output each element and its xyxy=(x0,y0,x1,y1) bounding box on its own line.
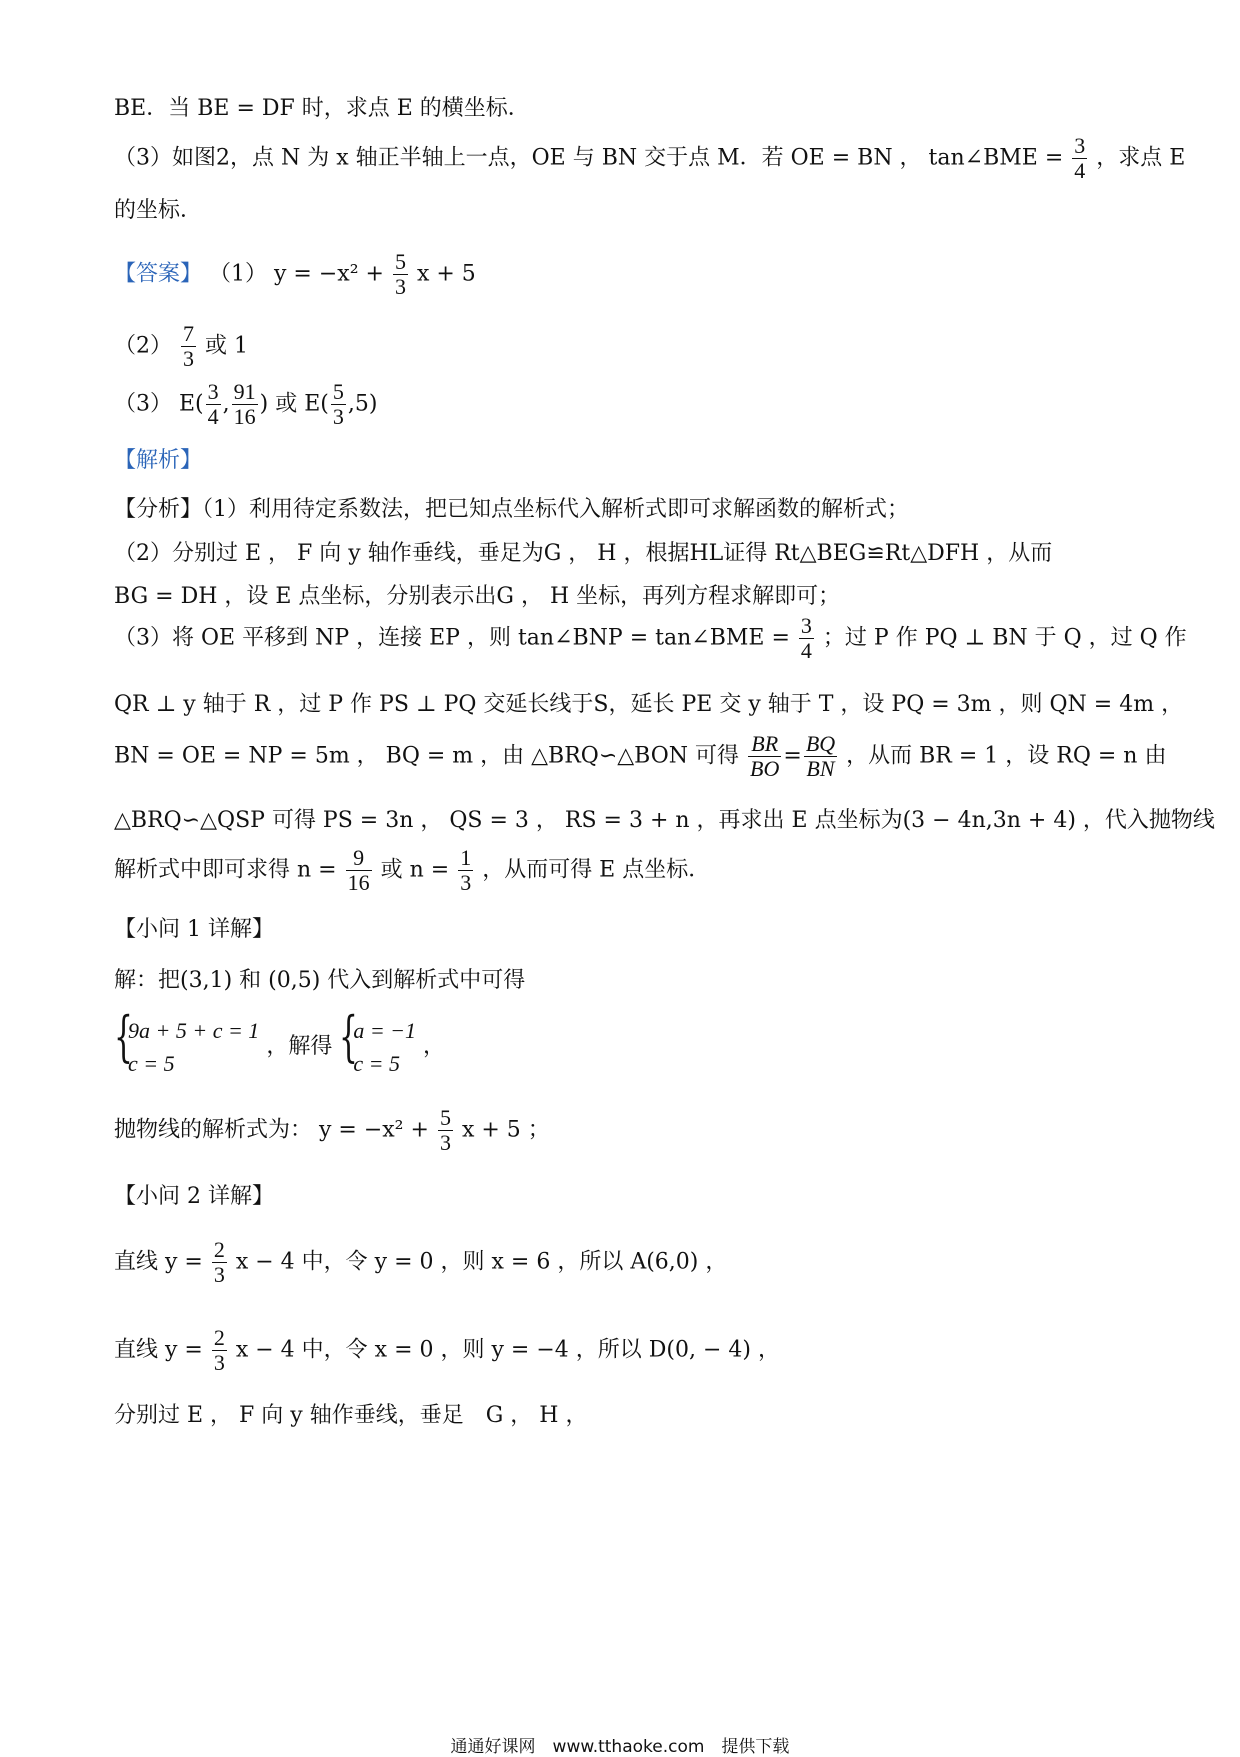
analysis-line-6 xyxy=(114,732,1166,781)
analysis-line-7: △BRQ∽△QSP 可得 PS = 3n ， QS = 3 ， RS = 3 + n ，再求出 E 点坐标为(3 − 4n,3n + 4) ，代入抛物线 xyxy=(114,808,1215,833)
subquestion-2-line-2 xyxy=(114,1326,780,1375)
fraction-9-16: $\frac{9}{16}$ xyxy=(347,845,370,896)
line-1-post: x − 4 中，令 y = 0 ，则 x = 6 ，所以 A(6,0) ， xyxy=(235,1249,728,1275)
analysis-line-5: QR ⊥ y 轴于 R ，过 P 作 PS ⊥ PQ 交延长线于S，延长 PE 交 y 轴于 T ，设 PQ = 3m ，则 QN = 4m ， xyxy=(114,692,1184,717)
equals-sign: = xyxy=(783,743,802,769)
fraction-5-3: $\frac{5}{3}$ xyxy=(394,249,406,300)
equation-system-2 xyxy=(339,1005,417,1080)
answer-3-pre: （3） E( xyxy=(114,391,204,417)
answer-1-post: x + 5 xyxy=(416,261,476,287)
equation-row: a = −1 xyxy=(353,1018,417,1043)
answer-1-line xyxy=(114,250,476,299)
analysis-line-4 xyxy=(114,614,1187,663)
left-brace-icon: { xyxy=(114,1005,133,1068)
fraction-7-3: $\frac{7}{3}$ xyxy=(183,321,194,372)
page-footer: 通通好课网 www.tthaoke.com 提供下载 xyxy=(450,1737,790,1757)
analysis-8-post: ，从而可得 E 点坐标． xyxy=(482,857,711,883)
subquestion-2-heading: 【小问 2 详解】 xyxy=(114,1184,274,1209)
answer-3-mid: ) 或 E( xyxy=(259,391,329,417)
result-post: x + 5 ； xyxy=(461,1117,550,1143)
fraction-br-bo: $\frac{BR}{BO}$ xyxy=(750,731,780,782)
fraction-3-4: $\frac{3}{4}$ xyxy=(1074,133,1086,184)
left-brace-icon: { xyxy=(339,1005,359,1068)
subquestion-1-line-1: 解：把(3,1) 和 (0,5) 代入到解析式中可得 xyxy=(114,968,526,993)
answer-2-pre: （2） xyxy=(114,333,172,359)
fraction-2-3: $\frac{2}{3}$ xyxy=(213,1237,225,1288)
line-2-pre: 直线 y = xyxy=(114,1337,203,1363)
question-3-text: （3）如图2，点 N 为 x 轴正半轴上一点，OE 与 BN 交于点 M．若 OE = BN ， tan∠BME = xyxy=(114,145,1064,171)
answer-2-line xyxy=(114,322,248,371)
fraction-bq-bn: $\frac{BQ}{BN}$ xyxy=(805,731,836,782)
subquestion-2-line-1 xyxy=(114,1238,727,1287)
analysis-4-pre: （3）将 OE 平移到 NP ，连接 EP ，则 tan∠BNP = tan∠BME = xyxy=(114,625,790,651)
equation-row: c = 5 xyxy=(128,1051,175,1076)
analysis-8-mid: 或 n = xyxy=(380,857,450,883)
subquestion-1-result xyxy=(114,1106,550,1155)
answer-1-pre: （1） y = −x² + xyxy=(209,261,384,287)
analysis-line-8 xyxy=(114,846,710,895)
answer-2-post: 或 1 xyxy=(205,333,248,359)
line-1-pre: 直线 y = xyxy=(114,1249,203,1275)
fraction-5-3: $\frac{5}{3}$ xyxy=(332,379,344,430)
question-3-line xyxy=(114,134,1185,183)
answer-3-comma: , xyxy=(222,391,230,417)
fraction-3-4: $\frac{3}{4}$ xyxy=(800,613,812,664)
line-2-post: x − 4 中，令 x = 0 ，则 y = −4 ，所以 D(0, − 4) ， xyxy=(235,1337,780,1363)
result-pre: 抛物线的解析式为： y = −x² + xyxy=(114,1117,429,1143)
answer-tag: 【答案】 xyxy=(114,261,203,287)
analysis-line-1: 【分析】（1）利用待定系数法，把已知点坐标代入解析式即可求解函数的解析式； xyxy=(114,497,909,522)
analysis-line-3: BG = DH ，设 E 点坐标，分别表示出G ， H 坐标，再列方程求解即可； xyxy=(114,584,841,609)
system-end: ， xyxy=(423,1034,446,1059)
subquestion-1-heading: 【小问 1 详解】 xyxy=(114,917,274,942)
fraction-2-3: $\frac{2}{3}$ xyxy=(213,1325,225,1376)
text-line-3: 的坐标． xyxy=(114,198,203,223)
fraction-3-4: $\frac{3}{4}$ xyxy=(207,379,219,430)
analysis-line-2: （2）分别过 E ， F 向 y 轴作垂线，垂足为G ， H ，根据HL证得 Rt△BEG≌Rt△DFH ，从而 xyxy=(114,541,1053,566)
equation-system-1 xyxy=(114,1005,260,1080)
analysis-tag: 【解析】 xyxy=(114,448,203,473)
subquestion-2-line-3: 分别过 E ， F 向 y 轴作垂线，垂足 G ， H ， xyxy=(114,1403,588,1428)
fraction-1-3: $\frac{1}{3}$ xyxy=(460,845,472,896)
text-line-1: BE．当 BE = DF 时，求点 E 的横坐标． xyxy=(114,96,530,121)
equation-row: c = 5 xyxy=(353,1051,400,1076)
fraction-5-3: $\frac{5}{3}$ xyxy=(439,1105,451,1156)
analysis-6-post: ，从而 BR = 1 ，设 RQ = n 由 xyxy=(846,743,1167,769)
analysis-6-pre: BN = OE = NP = 5m ， BQ = m ，由 △BRQ∽△BON 可得 xyxy=(114,743,740,769)
analysis-8-pre: 解析式中即可求得 n = xyxy=(114,857,337,883)
answer-3-line xyxy=(114,380,377,429)
fraction-91-16: $\frac{91}{16}$ xyxy=(233,379,256,430)
solve-label: ，解得 xyxy=(266,1034,333,1059)
equation-system-line xyxy=(114,1005,446,1080)
analysis-4-post: ；过 P 作 PQ ⊥ BN 于 Q ，过 Q 作 xyxy=(822,625,1187,651)
equation-row: 9a + 5 + c = 1 xyxy=(128,1018,260,1043)
answer-3-post: ,5) xyxy=(347,391,378,417)
question-3-tail: ，求点 E xyxy=(1096,145,1186,171)
